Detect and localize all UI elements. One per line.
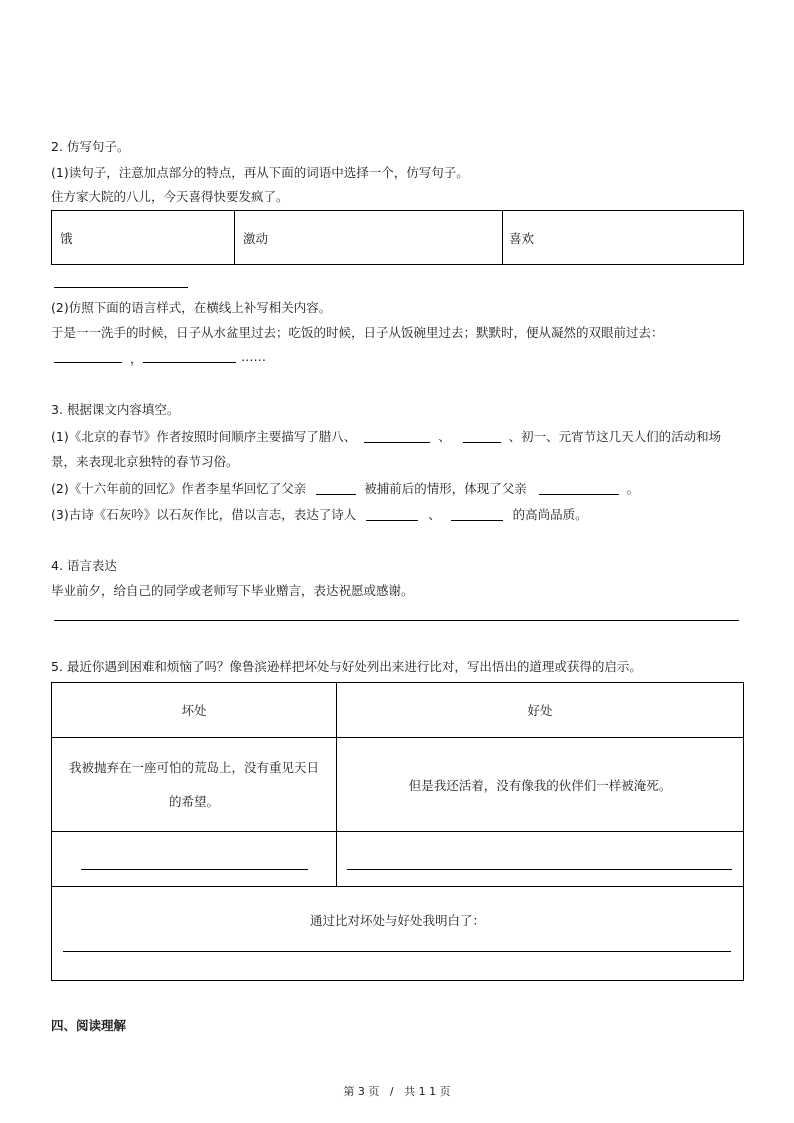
q3-item1-text-b: 、 <box>438 429 451 444</box>
q3-title: 3. 根据课文内容填空。 <box>51 402 180 417</box>
q3-item1-text-c: 、初一、元宵节这几天人们的活动和场 <box>508 429 722 444</box>
q4-answer-line[interactable] <box>54 620 739 621</box>
conclusion-answer-line[interactable] <box>63 951 731 952</box>
q2-title: 2. 仿写句子。 <box>51 139 130 154</box>
q3-blank-5[interactable] <box>366 508 418 521</box>
q2-comma: ， <box>130 351 143 366</box>
q5-title: 5. 最近你遇到困难和烦恼了吗？像鲁滨逊样把坏处与好处列出来进行比对，写出悟出的道理或获得的启示。 <box>51 659 642 674</box>
q3-blank-2[interactable] <box>463 430 501 443</box>
q3-item2 <box>51 479 639 497</box>
q5-compare-table <box>51 682 744 981</box>
q2-part2-instruction: (2)仿照下面的语言样式，在横线上补写相关内容。 <box>51 300 332 315</box>
word-cell-3: 喜欢 <box>503 211 744 265</box>
q3-item3-text-a: (3)古诗《石灰吟》以石灰作比，借以言志，表达了诗人 <box>51 507 357 522</box>
conclusion-label: 通过比对坏处与好处我明白了： <box>309 913 485 928</box>
col-header-bad: 坏处 <box>52 683 337 738</box>
q3-blank-3[interactable] <box>316 482 356 495</box>
q2-blank-1[interactable] <box>54 362 122 363</box>
q2-word-table <box>51 210 744 265</box>
good-cell: 但是我还活着，没有像我的伙伴们一样被淹死。 <box>337 738 744 832</box>
word-cell-1: 饿 <box>52 211 235 265</box>
good-answer-cell <box>337 832 744 887</box>
page-footer: 第 3 页 / 共 1 1 页 <box>343 1085 451 1098</box>
bad-text-line1: 我被抛弃在一座可怕的荒岛上，没有重见天日 <box>68 759 319 775</box>
q3-item1-text-a: (1)《北京的春节》作者按照时间顺序主要描写了腊八、 <box>51 429 357 444</box>
good-answer-line[interactable] <box>347 869 732 870</box>
q3-item2-text-c: 。 <box>626 481 640 496</box>
bad-cell <box>52 738 337 832</box>
q3-blank-1[interactable] <box>364 430 430 443</box>
q2-blank-2[interactable] <box>143 362 236 363</box>
q3-item1-line1 <box>51 427 721 445</box>
q3-item3 <box>51 505 588 523</box>
q2-part2-text: 于是一一洗手的时候，日子从水盆里过去；吃饭的时候，日子从饭碗里过去；默默时，便从凝然的双眼前过去： <box>51 325 664 340</box>
q4-text: 毕业前夕，给自己的同学或老师写下毕业赠言，表达祝愿或感谢。 <box>51 583 414 598</box>
conclusion-cell <box>52 887 744 981</box>
bad-answer-cell <box>52 832 337 887</box>
q2-part1-instruction: (1)读句子，注意加点部分的特点，再从下面的词语中选择一个，仿写句子。 <box>51 165 469 180</box>
q2-ellipsis: …… <box>241 349 266 364</box>
word-cell-2: 激动 <box>235 211 503 265</box>
q3-item2-text-a: (2)《十六年前的回忆》作者李星华回忆了父亲 <box>51 481 307 496</box>
q3-item1-line2: 景，来表现北京独特的春节习俗。 <box>51 454 239 469</box>
q3-blank-6[interactable] <box>451 508 503 521</box>
q3-blank-4[interactable] <box>539 482 619 495</box>
bad-text-line2: 的希望。 <box>168 793 219 809</box>
q2-sentence: 住方家大院的八儿，今天喜得快要发疯了。 <box>51 189 289 204</box>
col-header-good: 好处 <box>337 683 744 738</box>
q2-answer-line[interactable] <box>54 287 188 288</box>
q3-item3-text-c: 的高尚品质。 <box>512 507 588 522</box>
section-heading: 四、阅读理解 <box>51 1018 127 1033</box>
q3-item2-text-b: 被捕前后的情形，体现了父亲 <box>364 481 527 496</box>
q4-title: 4. 语言表达 <box>51 558 117 573</box>
bad-answer-line[interactable] <box>81 869 308 870</box>
q3-item3-text-b: 、 <box>428 507 441 522</box>
